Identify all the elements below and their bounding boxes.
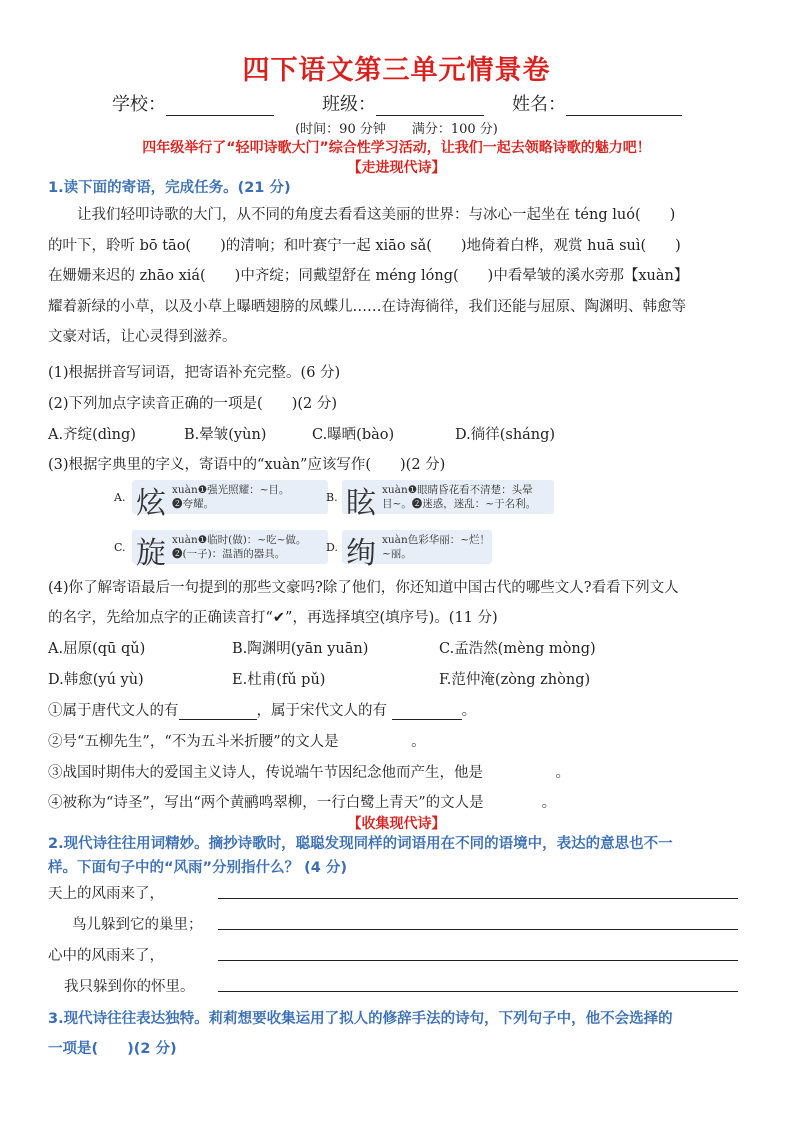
- dict-def: [382, 483, 557, 511]
- question-2-title-line: 样。下面句子中的“风雨”分别指什么？ (4 分): [48, 860, 347, 876]
- dict-card: [132, 530, 328, 571]
- class-field[interactable]: [322, 90, 484, 116]
- person-c[interactable]: C.孟浩然(mèng mòng): [439, 641, 596, 657]
- passage-line: 在姗姗来迟的 zhāo xiá( )中齐绽；同戴望舒在 méng lóng( )中看晕皱的溪水旁那【xuàn】: [48, 268, 689, 284]
- fill-item-3: ③战国时期伟大的爱国主义诗人，传说端午节因纪念他而产生，他是 。: [48, 765, 570, 781]
- poem-line-2: 鸟儿躲到它的巢里；: [72, 917, 203, 933]
- fill-text: 。: [461, 703, 477, 719]
- dict-card: [342, 480, 554, 521]
- fill-text: ①属于唐代文人的有: [48, 703, 179, 719]
- answer-line[interactable]: [218, 929, 738, 930]
- activity-intro: 四年级举行了“轻叩诗歌大门”综合性学习活动，让我们一起去领略诗歌的魅力吧！: [142, 140, 651, 156]
- passage-line: 耀着新绿的小草，以及小草上曝晒翅膀的凤蝶儿……在诗海徜徉，我们还能与屈原、陶渊明、韩愈等: [48, 298, 686, 315]
- dict-def-line: xuàn色彩华丽：~烂！: [382, 534, 491, 546]
- school-field[interactable]: [112, 90, 274, 116]
- question-3-title-line: 3.现代诗往往表达独特。莉莉想要收集运用了拟人的修辞手法的诗句，下列句子中，他不会选择的: [48, 1011, 673, 1027]
- dict-letter: B.: [326, 491, 338, 504]
- dict-char: 炫: [136, 486, 166, 521]
- answer-line[interactable]: [218, 960, 738, 961]
- person-d[interactable]: D.韩愈(yú yù): [48, 672, 144, 688]
- fill-text: ，属于宋代文人的有: [256, 703, 387, 719]
- dict-char: 眩: [346, 486, 376, 521]
- dict-def: [382, 533, 492, 561]
- dict-def: [172, 483, 352, 511]
- question-1-title: 1.读下面的寄语，完成任务。(21 分): [48, 180, 291, 196]
- fill-item-4: ④被称为“诗圣”，写出“两个黄鹂鸣翠柳，一行白鹭上青天”的文人是 。: [48, 795, 557, 811]
- dict-def-line: xuàn❶眼睛昏花看不清楚：头晕: [382, 484, 533, 496]
- question-1-passage: [48, 200, 750, 353]
- name-blank[interactable]: [566, 97, 682, 116]
- answer-line[interactable]: [218, 991, 738, 992]
- q1-sub1: (1)根据拼音写词语，把寄语补充完整。(6 分): [48, 365, 341, 381]
- dict-letter: A.: [114, 491, 126, 504]
- dict-card: [342, 530, 492, 571]
- dict-char: 旋: [136, 536, 166, 571]
- student-info-row: [0, 90, 793, 116]
- section-heading-2: 【收集现代诗】: [347, 816, 446, 832]
- q1-sub4-line2: 的名字，先给加点字的正确读音打“✔”，再选择填空(填序号)。(11 分): [48, 610, 498, 626]
- passage-line: 让我们轻叩诗歌的大门，从不同的角度去看看这美丽的世界：与冰心一起坐在 téng luó( ): [77, 207, 676, 223]
- question-2-title: [48, 832, 748, 880]
- fill-item-2: ②号“五柳先生”，“不为五斗米折腰”的文人是 。: [48, 734, 426, 750]
- dict-def-line: xuàn❶临时(做)：~吃~做。: [172, 534, 307, 546]
- dict-def: [172, 533, 352, 561]
- exam-title: 四下语文第三单元情景卷: [242, 55, 551, 86]
- answer-line[interactable]: [218, 898, 738, 899]
- people-row-2: [48, 668, 750, 688]
- question-3-title: [48, 1004, 748, 1064]
- dict-letter: D.: [326, 541, 338, 554]
- q1-sub2: (2)下列加点字读音正确的一项是( )(2 分): [48, 396, 338, 412]
- section-heading-1: 【走进现代诗】: [347, 160, 446, 176]
- option-d[interactable]: D.徜徉(sháng): [455, 427, 556, 443]
- poem-line-3: 心中的风雨来了，: [48, 948, 164, 964]
- answer-blank[interactable]: [179, 703, 257, 720]
- poem-line-1: 天上的风雨来了，: [48, 886, 164, 902]
- class-label: 班级：: [322, 94, 376, 115]
- school-label: 学校：: [112, 94, 166, 115]
- passage-line: 文豪对话，让心灵得到滋养。: [48, 329, 237, 345]
- class-blank[interactable]: [376, 97, 484, 116]
- person-a[interactable]: A.屈原(qū qǔ): [48, 641, 146, 657]
- dict-def-line: ❷(一子)：温酒的器具。: [172, 548, 286, 560]
- name-field[interactable]: [512, 90, 682, 116]
- option-b[interactable]: B.晕皱(yùn): [184, 427, 267, 443]
- option-c[interactable]: C.曝晒(bào): [312, 427, 395, 443]
- person-e[interactable]: E.杜甫(fǔ pǔ): [232, 672, 326, 688]
- poem-line-4: 我只躲到你的怀里。: [64, 979, 195, 995]
- dict-card: [132, 480, 328, 521]
- passage-line: 的叶下，聆听 bō tāo( )的清响；和叶赛宁一起 xiāo sǎ( )地倚着白桦，观赏 huā suì( ): [48, 237, 681, 254]
- person-b[interactable]: B.陶渊明(yān yuān): [232, 641, 369, 657]
- question-2-title-line: 2.现代诗往往用词精妙。摘抄诗歌时，聪聪发现同样的词语用在不同的语境中，表达的意思也不一: [48, 836, 673, 852]
- dict-def-line: ~丽。: [382, 548, 412, 560]
- answer-blank[interactable]: [392, 703, 462, 720]
- school-blank[interactable]: [166, 97, 274, 116]
- question-3-title-line: 一项是( )(2 分): [48, 1041, 177, 1057]
- dict-def-line: xuàn❶强光照耀：~目。: [172, 484, 290, 496]
- q1-sub4-line1: (4)你了解寄语最后一句提到的那些文豪吗?除了他们，你还知道中国古代的哪些文人?看看下列文人: [48, 580, 679, 596]
- person-f[interactable]: F.范仲淹(zòng zhòng): [439, 672, 591, 688]
- people-row-1: [48, 637, 750, 657]
- q1-sub3: (3)根据字典里的字义，寄语中的“xuàn”应该写作( )(2 分): [48, 457, 446, 473]
- name-label: 姓名：: [512, 94, 566, 115]
- option-a[interactable]: A.齐绽(dìng): [48, 427, 136, 443]
- fill-item-1: [48, 699, 750, 720]
- time-score-line: (时间：90 分钟 满分：100 分): [295, 122, 498, 137]
- dict-char: 绚: [346, 536, 376, 571]
- dict-def-line: 目~。❷迷惑，迷乱：~于名利。: [382, 498, 537, 510]
- q1-sub2-options: [48, 423, 750, 443]
- dict-def-line: ❷夸耀。: [172, 498, 214, 510]
- dict-letter: C.: [114, 541, 126, 554]
